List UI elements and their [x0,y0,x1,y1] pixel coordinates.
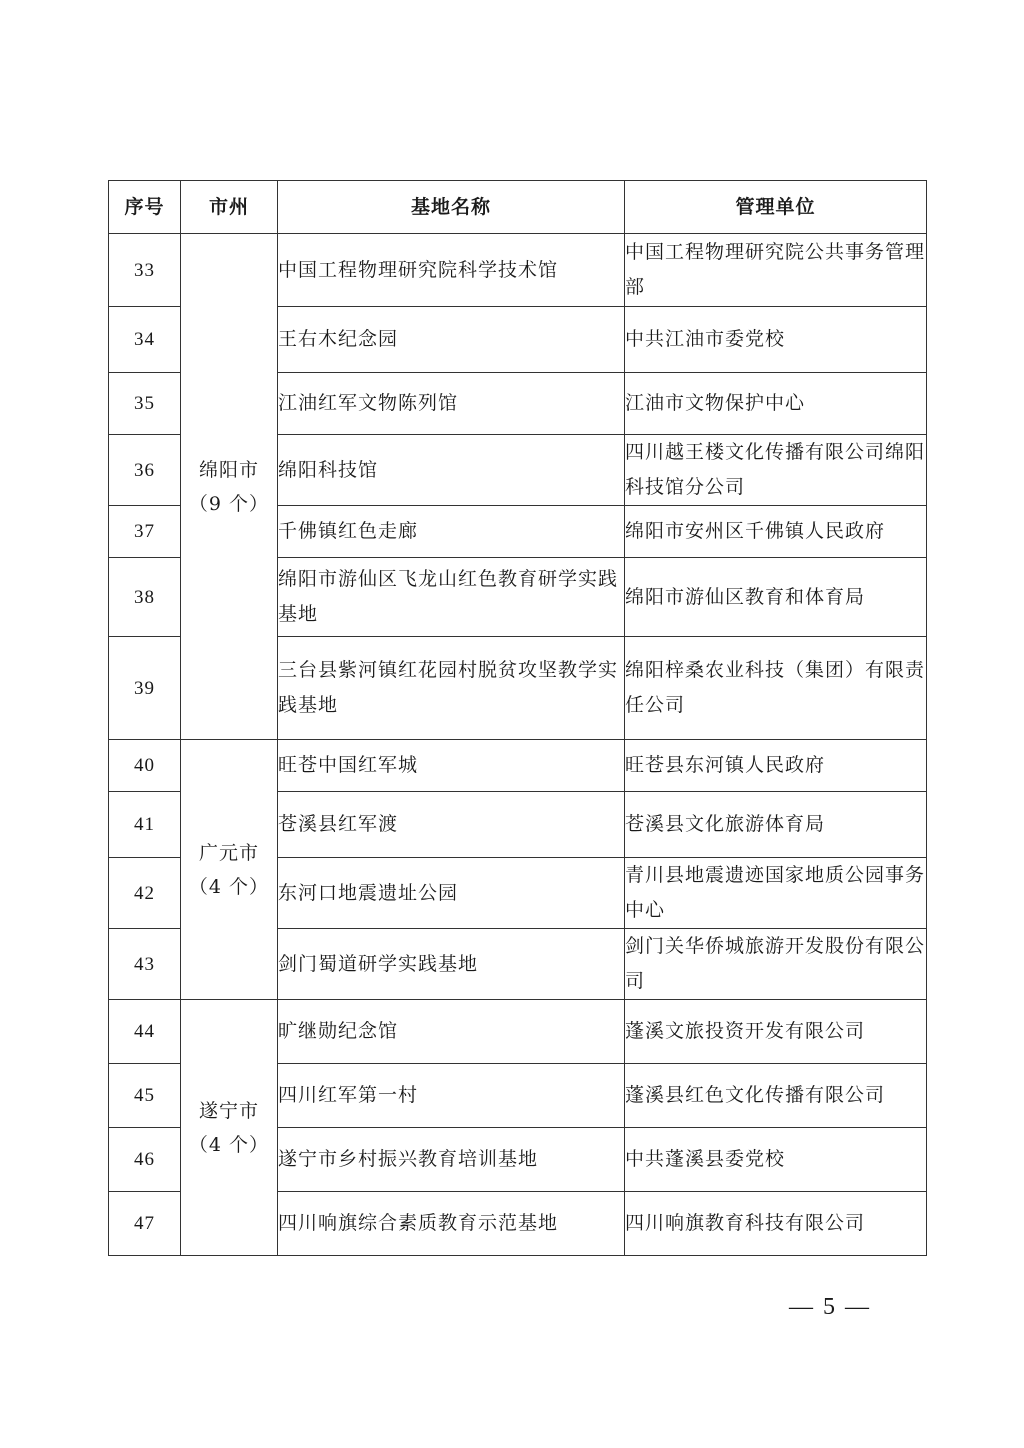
row-num: 39 [109,637,181,740]
row-num: 34 [109,307,181,373]
management-unit: 蓬溪文旅投资开发有限公司 [625,1000,927,1064]
city-cell [181,740,278,1000]
management-unit: 剑门关华侨城旅游开发股份有限公司 [625,929,927,1000]
management-unit: 蓬溪县红色文化传播有限公司 [625,1064,927,1128]
base-list-table [108,180,927,1256]
base-name: 旷继勋纪念馆 [278,1000,625,1064]
row-num: 33 [109,234,181,307]
table-header-row [109,181,927,234]
table-row [109,234,927,307]
city-cell [181,234,278,740]
management-unit: 绵阳梓桑农业科技（集团）有限责任公司 [625,637,927,740]
row-num: 42 [109,858,181,929]
management-unit: 绵阳市安州区千佛镇人民政府 [625,506,927,558]
base-name: 绵阳市游仙区飞龙山红色教育研学实践基地 [278,558,625,637]
management-unit: 江油市文物保护中心 [625,373,927,435]
table-row [109,1000,927,1064]
management-unit: 四川响旗教育科技有限公司 [625,1192,927,1256]
header-num: 序号 [109,181,181,234]
row-num: 35 [109,373,181,435]
base-name: 江油红军文物陈列馆 [278,373,625,435]
city-cell [181,1000,278,1256]
management-unit: 中共蓬溪县委党校 [625,1128,927,1192]
city-name: 遂宁市 [198,1099,259,1122]
base-name: 遂宁市乡村振兴教育培训基地 [278,1128,625,1192]
management-unit: 旺苍县东河镇人民政府 [625,740,927,792]
city-count: （4 个） [188,875,270,898]
city-count: （9 个） [188,492,270,515]
row-num: 43 [109,929,181,1000]
base-name: 东河口地震遗址公园 [278,858,625,929]
management-unit: 苍溪县文化旅游体育局 [625,792,927,858]
header-unit: 管理单位 [625,181,927,234]
base-name: 苍溪县红军渡 [278,792,625,858]
base-name: 剑门蜀道研学实践基地 [278,929,625,1000]
row-num: 45 [109,1064,181,1128]
base-name: 绵阳科技馆 [278,435,625,506]
management-unit: 中共江油市委党校 [625,307,927,373]
management-unit: 中国工程物理研究院公共事务管理部 [625,234,927,307]
header-name: 基地名称 [278,181,625,234]
row-num: 46 [109,1128,181,1192]
base-name: 四川响旗综合素质教育示范基地 [278,1192,625,1256]
row-num: 40 [109,740,181,792]
management-unit: 青川县地震遗迹国家地质公园事务中心 [625,858,927,929]
row-num: 44 [109,1000,181,1064]
row-num: 41 [109,792,181,858]
base-name: 四川红军第一村 [278,1064,625,1128]
row-num: 37 [109,506,181,558]
base-name: 王右木纪念园 [278,307,625,373]
management-unit: 绵阳市游仙区教育和体育局 [625,558,927,637]
management-unit: 四川越王楼文化传播有限公司绵阳科技馆分公司 [625,435,927,506]
page-number: — 5 — [789,1294,871,1320]
base-name: 旺苍中国红军城 [278,740,625,792]
header-city: 市州 [181,181,278,234]
table-row [109,740,927,792]
base-name: 千佛镇红色走廊 [278,506,625,558]
city-count: （4 个） [188,1133,270,1156]
base-name: 三台县紫河镇红花园村脱贫攻坚教学实践基地 [278,637,625,740]
city-name: 绵阳市 [198,458,259,481]
row-num: 38 [109,558,181,637]
base-name: 中国工程物理研究院科学技术馆 [278,234,625,307]
city-name: 广元市 [198,841,259,864]
row-num: 36 [109,435,181,506]
row-num: 47 [109,1192,181,1256]
